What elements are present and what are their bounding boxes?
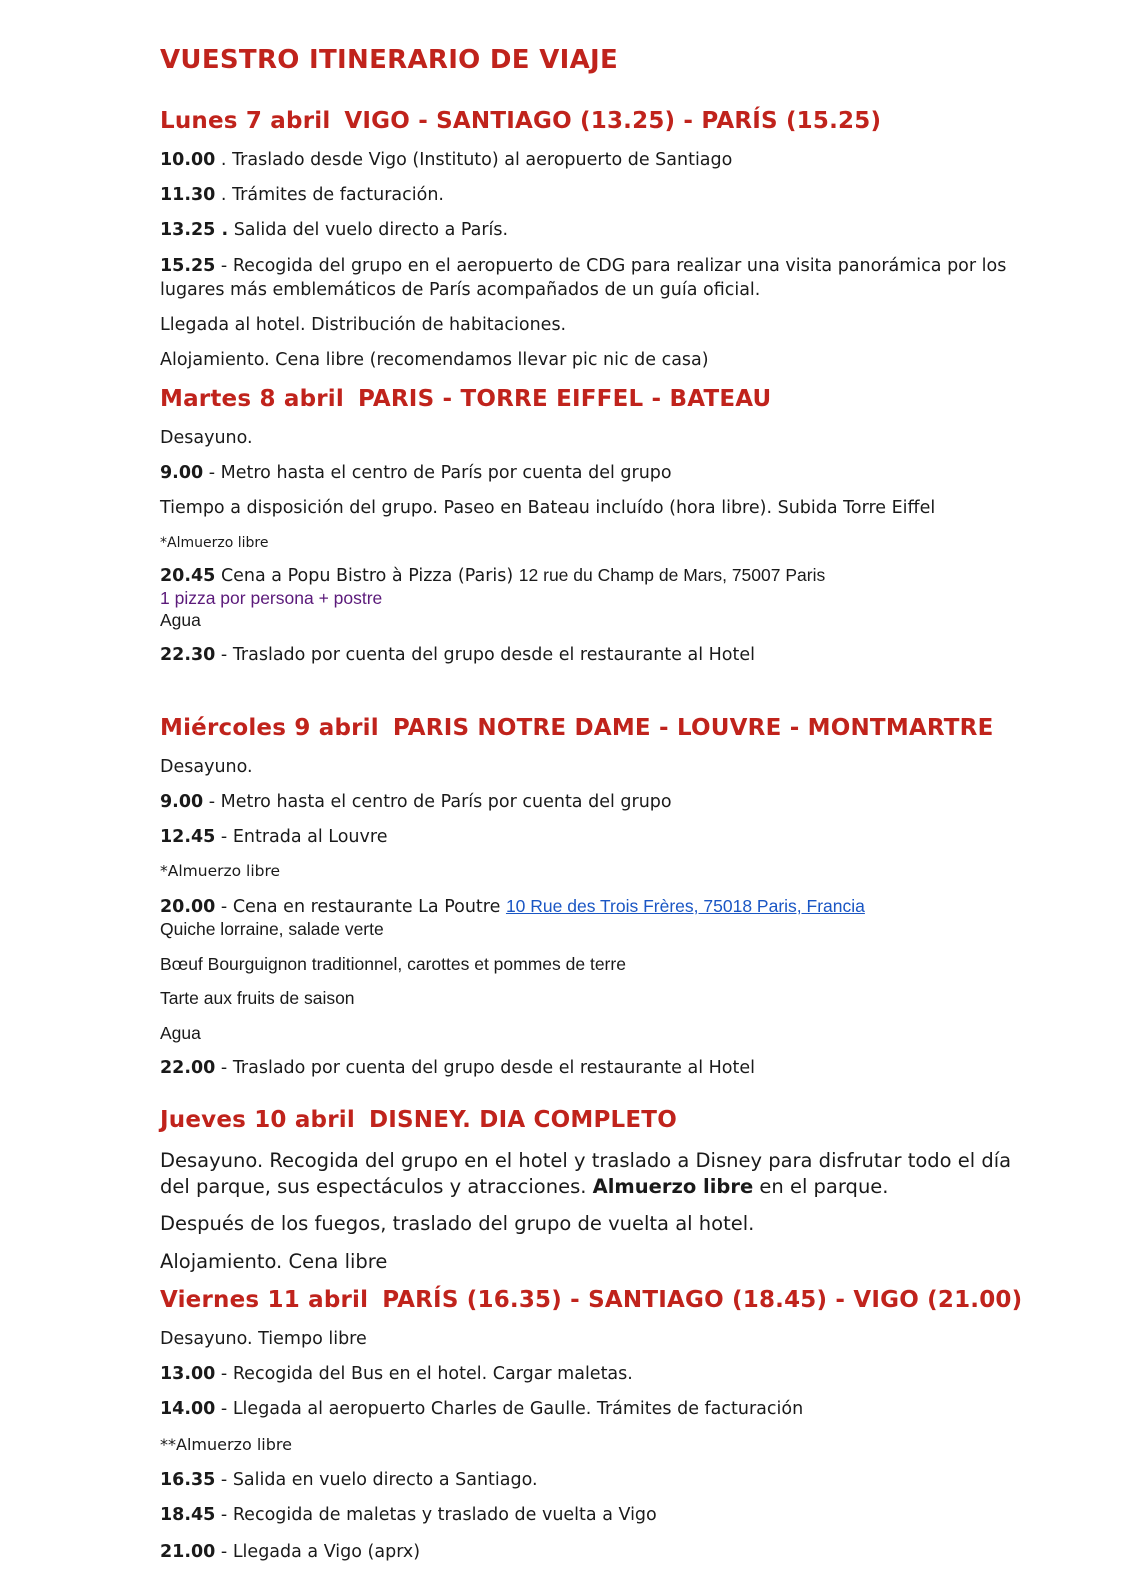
- line-text: Metro hasta el centro de París por cuenta del grupo: [220, 792, 672, 812]
- itinerary-line: [160, 1397, 803, 1421]
- day-heading: [160, 1103, 1060, 1137]
- time-label: 9.00: [160, 463, 204, 483]
- itinerary-line: [160, 643, 755, 667]
- itinerary-line: [160, 148, 732, 172]
- separator: .: [215, 150, 233, 170]
- separator: -: [215, 897, 233, 917]
- line-text: Recogida de maletas y traslado de vuelta a Vigo: [232, 1505, 657, 1525]
- line-text: Salida en vuelo directo a Santiago.: [232, 1470, 538, 1490]
- separator: -: [215, 1470, 233, 1490]
- separator: -: [215, 256, 233, 276]
- line-text: Traslado desde Vigo (Instituto) al aeropuerto de Santiago: [232, 150, 733, 170]
- time-label: 22.00: [160, 1058, 216, 1078]
- menu-item: Agua: [160, 1023, 201, 1043]
- menu-item: Quiche lorraine, salade verte: [160, 919, 384, 939]
- itinerary-note: *Almuerzo libre: [160, 862, 281, 880]
- itinerary-note: *Almuerzo libre: [160, 535, 269, 551]
- separator: -: [215, 1542, 233, 1562]
- separator: -: [215, 1505, 233, 1525]
- itinerary-line: Alojamiento. Cena libre: [160, 1250, 388, 1273]
- page-title: VUESTRO ITINERARIO DE VIAJE: [160, 45, 619, 75]
- line-text: Traslado por cuenta del grupo desde el restaurante al Hotel: [232, 645, 755, 665]
- day-route: PARIS - TORRE EIFFEL - BATEAU: [357, 386, 772, 412]
- itinerary-line: [160, 790, 672, 814]
- time-label: 22.30: [160, 645, 216, 665]
- itinerary-note: **Almuerzo libre: [160, 1435, 292, 1454]
- separator: -: [215, 645, 233, 665]
- day-section-thursday: [160, 1103, 1060, 1273]
- separator: -: [203, 792, 221, 812]
- day-route: VIGO - SANTIAGO (13.25) - PARÍS (15.25): [344, 108, 882, 134]
- day-heading: [160, 104, 1060, 138]
- line-text: Llegada a Vigo (aprx): [232, 1542, 421, 1562]
- separator: -: [215, 1399, 233, 1419]
- menu-item: Tarte aux fruits de saison: [160, 988, 355, 1008]
- separator: -: [215, 1058, 233, 1078]
- time-label: 13.25 .: [160, 220, 229, 240]
- day-heading: [160, 1283, 1060, 1317]
- line-text: Entrada al Louvre: [232, 827, 388, 847]
- time-label: 10.00: [160, 150, 216, 170]
- day-route: PARIS NOTRE DAME - LOUVRE - MONTMARTRE: [392, 715, 994, 741]
- time-label: 13.00: [160, 1364, 216, 1384]
- day-heading: [160, 711, 1060, 745]
- itinerary-line: Desayuno. Tiempo libre: [160, 1329, 367, 1349]
- itinerary-line: [160, 183, 444, 207]
- line-text: Cena a Popu Bistro à Pizza (Paris): [220, 566, 514, 586]
- separator: -: [203, 463, 221, 483]
- time-label: 11.30: [160, 185, 216, 205]
- separator: -: [215, 827, 233, 847]
- time-label: 20.45: [160, 566, 216, 586]
- itinerary-line: [160, 218, 508, 242]
- day-section-tuesday: [160, 382, 1060, 665]
- itinerary-line: [160, 563, 825, 588]
- itinerary-line: [160, 1540, 420, 1564]
- day-date: Viernes 11 abril: [160, 1287, 369, 1313]
- itinerary-line: Alojamiento. Cena libre (recomendamos llevar pic nic de casa): [160, 350, 709, 370]
- menu-item: Bœuf Bourguignon traditionnel, carottes et pommes de terre: [160, 954, 626, 974]
- day-route: PARÍS (16.35) - SANTIAGO (18.45) - VIGO (21.00): [382, 1287, 1023, 1313]
- line-text: Recogida del grupo en el aeropuerto de CDG para realizar una visita panorámica por los lugares más emblemáticos de París acompañados de un guía oficial.: [160, 256, 1007, 300]
- restaurant-address: 12 rue du Champ de Mars, 75007 Paris: [518, 565, 826, 585]
- day-heading: [160, 382, 1060, 416]
- itinerary-line: [160, 1148, 1040, 1200]
- itinerary-line: [160, 825, 387, 849]
- itinerary-line: Después de los fuegos, traslado del grupo de vuelta al hotel.: [160, 1212, 755, 1235]
- day-section-wednesday: [160, 711, 1060, 1078]
- day-section-monday: [160, 104, 1060, 370]
- itinerary-line: [160, 1468, 538, 1492]
- time-label: 20.00: [160, 897, 216, 917]
- itinerary-line: Desayuno.: [160, 428, 253, 448]
- separator: -: [215, 1364, 233, 1384]
- time-label: 16.35: [160, 1470, 216, 1490]
- menu-item: 1 pizza por persona + postre: [160, 588, 383, 608]
- line-text: Metro hasta el centro de París por cuenta del grupo: [220, 463, 672, 483]
- menu-item: Agua: [160, 610, 201, 630]
- line-text: Desayuno. Recogida del grupo en el hotel y traslado a Disney para disfrutar todo el día del parque, sus espectáculos y atracciones.: [160, 1149, 1012, 1198]
- separator: .: [215, 185, 233, 205]
- day-date: Miércoles 9 abril: [160, 715, 379, 741]
- day-section-friday: [160, 1283, 1060, 1562]
- itinerary-line: Tiempo a disposición del grupo. Paseo en Bateau incluído (hora libre). Subida Torre Eiffel: [160, 498, 936, 518]
- day-date: Lunes 7 abril: [160, 108, 331, 134]
- time-label: 14.00: [160, 1399, 216, 1419]
- restaurant-address-link[interactable]: 10 Rue des Trois Frères, 75018 Paris, Francia: [505, 896, 865, 916]
- time-label: 12.45: [160, 827, 216, 847]
- day-date: Martes 8 abril: [160, 386, 344, 412]
- time-label: 9.00: [160, 792, 204, 812]
- bold-note: Almuerzo libre: [592, 1175, 754, 1198]
- itinerary-line: [160, 254, 1040, 302]
- itinerary-line: [160, 894, 865, 919]
- line-text-after: en el parque.: [759, 1175, 889, 1198]
- line-text: Salida del vuelo directo a París.: [233, 220, 509, 240]
- line-text: Traslado por cuenta del grupo desde el restaurante al Hotel: [232, 1058, 755, 1078]
- itinerary-line: Llegada al hotel. Distribución de habitaciones.: [160, 315, 567, 335]
- itinerary-line: Desayuno.: [160, 757, 253, 777]
- line-text: Trámites de facturación.: [232, 185, 444, 205]
- itinerary-line: [160, 1056, 755, 1080]
- itinerary-line: [160, 461, 672, 485]
- day-date: Jueves 10 abril: [160, 1107, 355, 1133]
- line-text: Llegada al aeropuerto Charles de Gaulle. Trámites de facturación: [232, 1399, 804, 1419]
- time-label: 15.25: [160, 256, 216, 276]
- day-route: DISNEY. DIA COMPLETO: [368, 1107, 677, 1133]
- itinerary-line: [160, 1503, 657, 1527]
- line-text: Recogida del Bus en el hotel. Cargar maletas.: [232, 1364, 633, 1384]
- itinerary-line: [160, 1362, 633, 1386]
- time-label: 21.00: [160, 1542, 216, 1562]
- time-label: 18.45: [160, 1505, 216, 1525]
- line-text: Cena en restaurante La Poutre: [232, 897, 501, 917]
